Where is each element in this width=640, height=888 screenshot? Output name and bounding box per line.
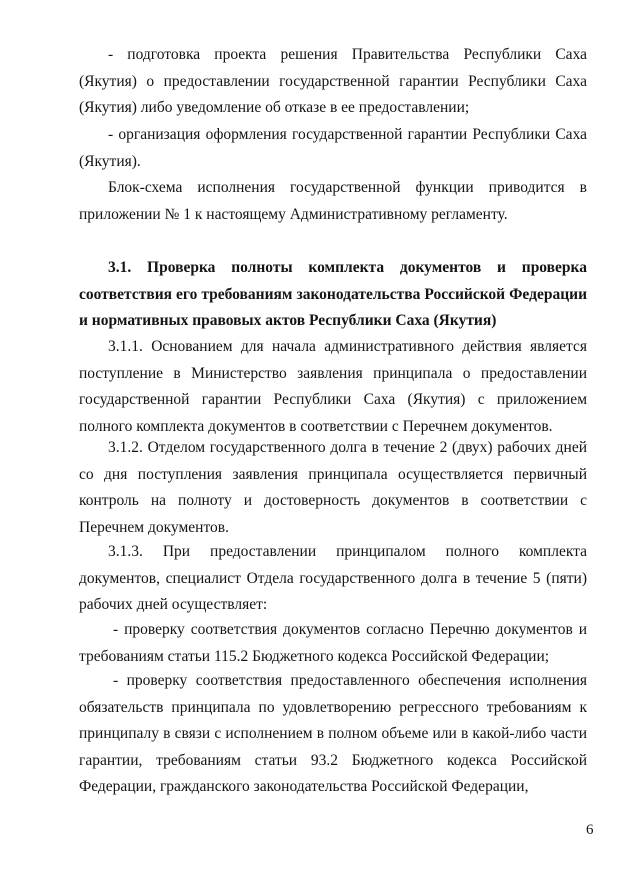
paragraph-preparation: - подготовка проекта решения Правительства Республики Саха (Якутия) о предоставлении государственной гарантии Республики Саха (Якутия) либо уведомление об отказе в ее предоставлении; xyxy=(79,46,587,116)
paragraph-3-1-3: 3.1.3. При предоставлении принципалом полного комплекта документов, специалист Отдела государственного долга в течение 5 (пяти) рабочих дней осуществляет: xyxy=(79,543,587,613)
section-heading: 3.1. Проверка полноты комплекта документов и проверка соответствия его требованиям законодательства Российской Федерации и нормативных правовых актов Республики Саха (Якутия) xyxy=(79,259,587,329)
paragraph-organization: - организация оформления государственной гарантии Республики Саха (Якутия). xyxy=(79,126,587,170)
list-item-check-documents: - проверку соответствия документов согласно Перечню документов и требованиям статьи 115.2 Бюджетного кодекса Российской Федерации; xyxy=(79,621,587,665)
list-item-check-collateral: - проверку соответствия предоставленного обеспечения исполнения обязательств принципала по удовлетворению регрессного требованиям к принципалу в связи с исполнением в полном объеме или в какой-либо части гарантии, требованиям статьи 93.2 Бюджетного кодекса Российской Федерации, гражданского законодательства Российской Федерации, xyxy=(79,672,587,795)
page-number: 6 xyxy=(586,822,594,838)
paragraph-3-1-2: 3.1.2. Отделом государственного долга в течение 2 (двух) рабочих дней со дня поступления заявления принципала осуществляется первичный контроль на полноту и достоверность документов в соответствии с Перечнем документов. xyxy=(79,439,587,536)
paragraph-3-1-1: 3.1.1. Основанием для начала административного действия является поступление в Министерство заявления принципала о предоставлении государственной гарантии Республики Саха (Якутия) с приложением полного комплекта документов в соответствии с Перечнем документов. xyxy=(79,338,587,435)
paragraph-flowchart: Блок-схема исполнения государственной функции приводится в приложении № 1 к настоящему Административному регламенту. xyxy=(79,179,587,223)
